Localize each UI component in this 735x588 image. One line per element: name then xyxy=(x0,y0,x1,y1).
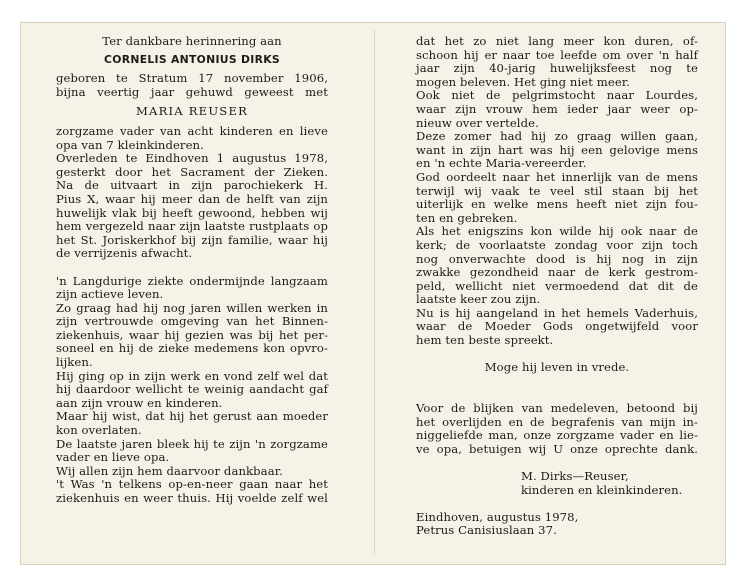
signature-family: kinderen en kleinkinderen. xyxy=(521,482,683,497)
text-line: dat het zo niet lang meer kon duren, of- xyxy=(416,34,698,48)
text-line: kerk; de voorlaatste zondag voor zijn toch xyxy=(416,237,698,252)
thanks-line: ve opa, betuigen wij U onze oprechte dank. xyxy=(416,441,698,456)
text-line: de verrijzenis afwacht. xyxy=(56,246,193,261)
card-fold-line xyxy=(374,30,375,555)
intro-line: Ter dankbare herinnering aan xyxy=(102,34,282,48)
left-page xyxy=(56,35,328,506)
text-line: Nu is hij aangeland in het hemels Vaderhuis, xyxy=(416,305,698,320)
text-line: huwelijk vlak bij heeft gewoond, hebben wij xyxy=(56,205,328,220)
text-line: Zo graag had hij nog jaren willen werken in xyxy=(56,300,328,315)
text-line: nieuw over vertelde. xyxy=(416,115,539,130)
text-line: waar zijn vrouw hem ieder jaar weer op- xyxy=(416,101,698,116)
text-line: uiterlijk en welke mens heeft niet zijn fou- xyxy=(416,197,698,212)
deceased-name: CORNELIS ANTONIUS DIRKS xyxy=(104,52,280,66)
text-line: Wij allen zijn hem daarvoor dankbaar. xyxy=(56,463,283,478)
text-line: nog onverwachte dood is hij nog in zijn xyxy=(416,251,698,266)
signature-name: M. Dirks—Reuser, xyxy=(521,469,629,483)
text-line: hij daardoor wellicht te weinig aandacht gaf xyxy=(56,382,328,397)
text-line: peld, wellicht niet vermoedend dat dit de xyxy=(416,278,698,293)
text-line: en 'n echte Maria-vereerder. xyxy=(416,156,587,171)
birth-line-1: geboren te Stratum 17 november 1906, xyxy=(56,71,328,86)
text-line: hem vergezeld naar zijn laatste rustplaats op xyxy=(56,219,328,234)
text-line: Maar hij wist, dat hij het gerust aan moeder xyxy=(56,409,328,424)
thanks-line: niggeliefde man, onze zorgzame vader en lie- xyxy=(416,428,698,443)
text-line: God oordeelt naar het innerlijk van de mens xyxy=(416,169,698,184)
text-line: het St. Joriskerkhof bij zijn familie, waar hij xyxy=(56,232,328,247)
text-line: De laatste jaren bleek hij te zijn 'n zorgzame xyxy=(56,436,328,451)
text-line: 'n Langdurige ziekte ondermijnde langzaam xyxy=(56,273,328,288)
text-line: waar de Moeder Gods ongetwijfeld voor xyxy=(416,319,698,334)
text-line: aan zijn vrouw en kinderen. xyxy=(56,395,223,410)
text-line: terwijl wij vaak te veel stil staan bij het xyxy=(416,183,698,198)
text-line: opa van 7 kleinkinderen. xyxy=(56,137,204,152)
prayer-line: Moge hij leven in vrede. xyxy=(484,360,630,375)
right-page xyxy=(416,35,698,538)
birth-line-2: bijna veertig jaar gehuwd geweest met xyxy=(56,84,328,99)
text-line: jaar zijn 40-jarig huwelijksfeest nog te xyxy=(416,61,698,76)
thanks-line: het overlijden en de begrafenis van mijn in- xyxy=(416,414,698,429)
address: Petrus Canisiuslaan 37. xyxy=(416,523,557,538)
place-date: Eindhoven, augustus 1978, xyxy=(416,509,579,524)
text-line: soneel en hij de zieke medemens kon opvro- xyxy=(56,341,328,356)
text-line: zijn vertrouwde omgeving van het Binnen- xyxy=(56,314,328,329)
text-line: laatste keer zou zijn. xyxy=(416,292,541,307)
text-line: zorgzame vader van acht kinderen en lieve xyxy=(56,123,328,138)
text-line: Deze zomer had hij zo graag willen gaan, xyxy=(416,129,698,144)
text-line: mogen beleven. Het ging niet meer. xyxy=(416,74,630,89)
text-line: vader en lieve opa. xyxy=(56,450,170,465)
text-line: Na de uitvaart in zijn parochiekerk H. xyxy=(56,178,328,193)
text-line: Als het enigszins kon wilde hij ook naar de xyxy=(416,224,698,239)
text-line: Pius X, waar hij meer dan de helft van zijn xyxy=(56,191,328,206)
text-line: schoon hij er naar toe leefde om over 'n half xyxy=(416,47,698,62)
text-line: lijken. xyxy=(56,355,93,370)
text-line: zwakke gezondheid naar de kerk gestrom- xyxy=(416,265,698,280)
text-line: Overleden te Eindhoven 1 augustus 1978, xyxy=(56,151,328,166)
text-line: 't Was 'n telkens op-en-neer gaan naar het xyxy=(56,477,328,492)
text-line: ziekenhuis, waar hij gezien was bij het per- xyxy=(56,327,328,342)
text-line: Hij ging op in zijn werk en vond zelf wel dat xyxy=(56,368,328,383)
thanks-line: Voor de blijken van medeleven, betoond bij xyxy=(416,401,698,416)
text-line: gesterkt door het Sacrament der Zieken. xyxy=(56,164,328,179)
spouse-name: MARIA REUSER xyxy=(135,104,249,119)
text-line: ten en gebreken. xyxy=(416,210,518,225)
text-line: zijn actieve leven. xyxy=(56,287,164,302)
text-line: ziekenhuis en weer thuis. Hij voelde zelf wel xyxy=(56,491,328,505)
text-line: kon overlaten. xyxy=(56,423,142,438)
text-line: want in zijn hart was hij een gelovige mens xyxy=(416,142,698,157)
text-line: hem ten beste spreekt. xyxy=(416,333,554,348)
text-line: Ook niet de pelgrimstocht naar Lourdes, xyxy=(416,88,698,103)
